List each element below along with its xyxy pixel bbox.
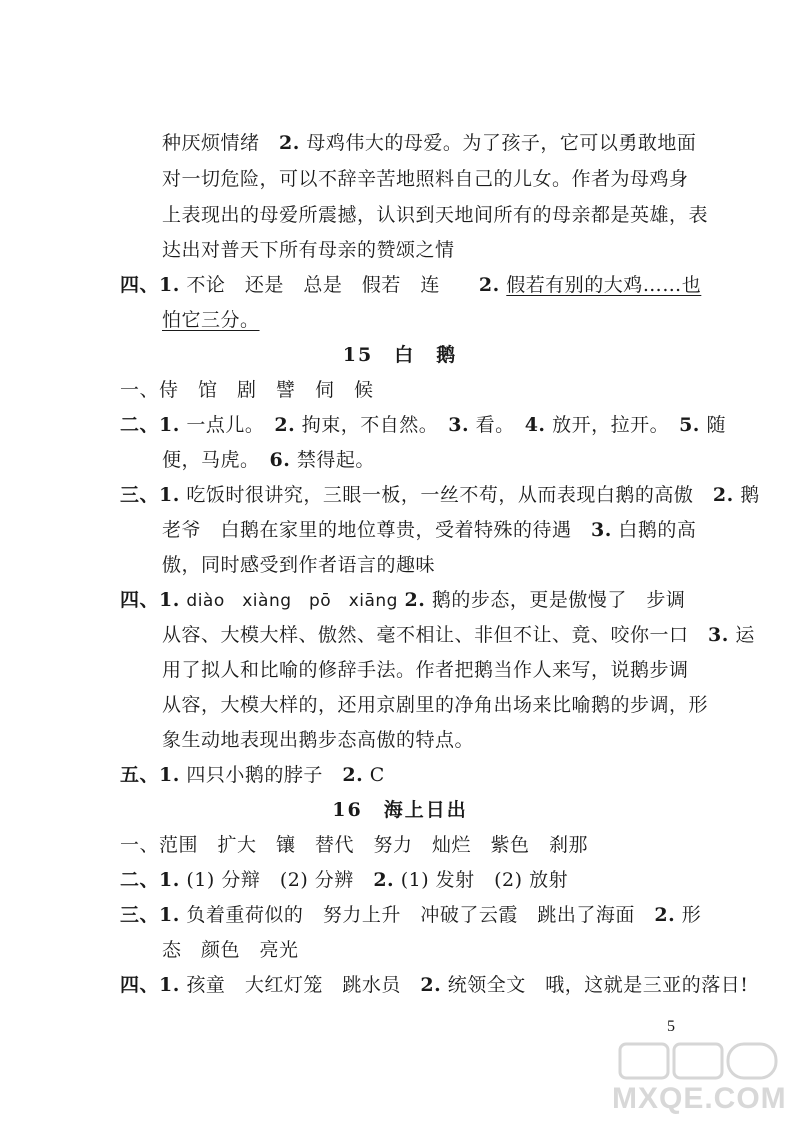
page-number: 5 bbox=[667, 1018, 675, 1035]
text-line: 对一切危险，可以不辞辛苦地照料自己的儿女。作者为母鸡身 bbox=[162, 168, 689, 190]
text-line: 象生动地表现出鹅步态高傲的特点。 bbox=[162, 729, 475, 751]
text-line: 从容、大模大样、傲然、毫不相让、非但不让、竟、咬你一口 3. 运 bbox=[162, 624, 755, 646]
text-line: 二、1. (1) 分辩 (2) 分辨 2. (1) 发射 (2) 放射 bbox=[120, 869, 569, 891]
section-title: 16 海上日出 bbox=[332, 799, 468, 821]
section-title: 15 白 鹅 bbox=[342, 344, 458, 366]
pinyin-text: diào xiàng pō xiāng bbox=[186, 591, 398, 611]
underlined-answer: 假若有别的大鸡……也 bbox=[506, 274, 702, 296]
text-line: 种厌烦情绪 2. 母鸡伟大的母爱。为了孩子，它可以勇敢地面 bbox=[162, 132, 697, 154]
text-line: 从容，大模大样的，还用京剧里的净角出场来比喻鹅的步调，形 bbox=[162, 694, 709, 716]
underlined-answer: 怕它三分。 bbox=[162, 309, 260, 331]
text-line: 傲，同时感受到作者语言的趣味 bbox=[162, 554, 436, 576]
text-line: 一、范围 扩大 镶 替代 努力 灿烂 紫色 刹那 bbox=[120, 834, 589, 856]
text-line: 老爷 白鹅在家里的地位尊贵，受着特殊的待遇 3. 白鹅的高 bbox=[162, 519, 697, 541]
text-line: 上表现出的母爱所震撼，认识到天地间所有的母亲都是英雄，表 bbox=[162, 204, 709, 226]
text-line: 态 颜色 亮光 bbox=[162, 939, 299, 961]
text-line: 五、1. 四只小鹅的脖子 2. C bbox=[120, 764, 385, 786]
text-line: 四、1. diào xiàng pō xiāng 2. 鹅的步态，更是傲慢了 步调 bbox=[120, 589, 686, 611]
text-line: 用了拟人和比喻的修辞手法。作者把鹅当作人来写，说鹅步调 bbox=[162, 659, 689, 681]
text-line: 便，马虎。 6. 禁得起。 bbox=[162, 449, 375, 471]
text-line: 四、1. 孩童 大红灯笼 跳水员 2. 统领全文 哦，这就是三亚的落日! bbox=[120, 974, 749, 996]
watermark-text: MXQE.COM bbox=[612, 1082, 787, 1115]
text-line: 四、1. 不论 还是 总是 假若 连 2. 假若有别的大鸡……也 bbox=[120, 274, 702, 296]
text-line: 达出对普天下所有母亲的赞颂之情 bbox=[162, 239, 455, 261]
text-line: 三、1. 负着重荷似的 努力上升 冲破了云霞 跳出了海面 2. 形 bbox=[120, 904, 702, 926]
text-line: 一、侍 馆 剧 譬 伺 候 bbox=[120, 379, 374, 401]
text-line: 三、1. 吃饭时很讲究，三眼一板，一丝不苟，从而表现白鹅的高傲 2. 鹅 bbox=[120, 484, 760, 506]
text-line bbox=[162, 307, 260, 333]
text-line: 二、1. 一点儿。 2. 拘束，不自然。 3. 看。 4. 放开，拉开。 5. 随 bbox=[120, 414, 726, 436]
